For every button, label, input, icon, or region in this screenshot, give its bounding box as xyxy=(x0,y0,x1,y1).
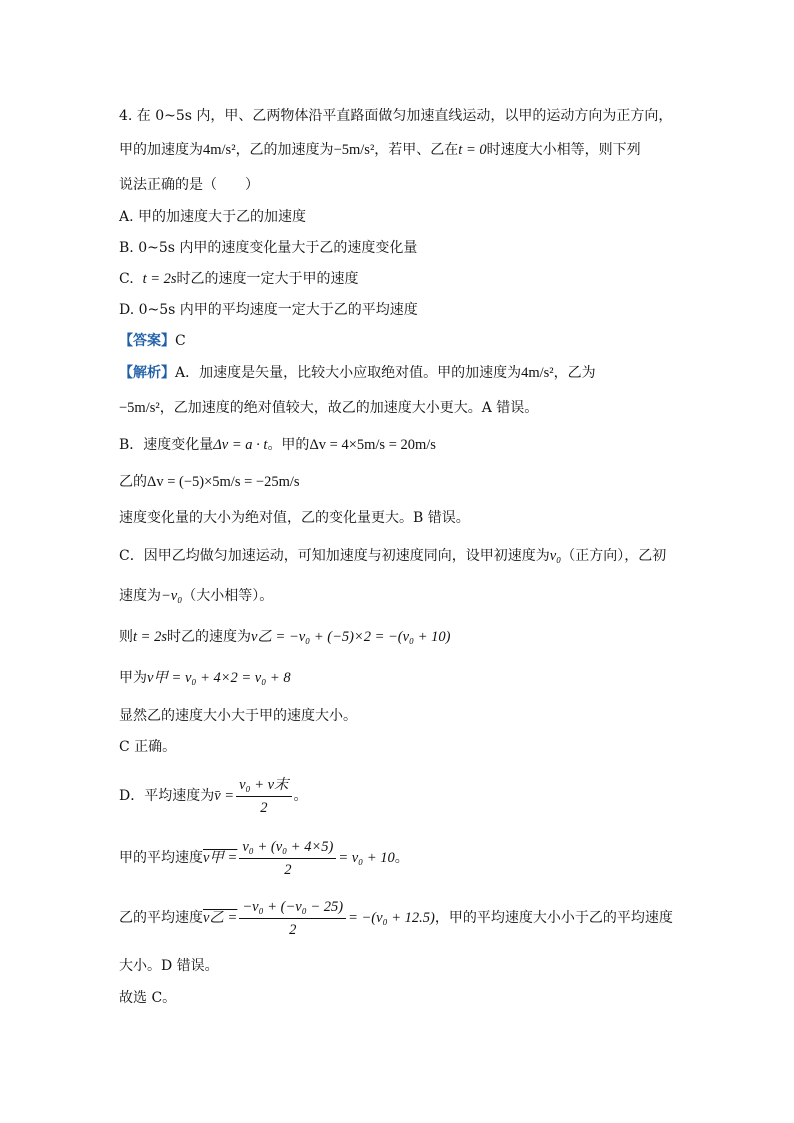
analysis-a-line-2: −5m/s²，乙加速度的绝对值较大，故乙的加速度大小更大。A 错误。 xyxy=(119,400,539,416)
analysis-d-line-3: 乙的平均速度v乙 = $\frac{\text{−v₀ + (−v₀ − 25)}}{2}$ = −(v₀ + 12.5)，甲的平均速度大小小于乙的平均速度 xyxy=(119,898,673,938)
analysis-c-line-3: 则t = 2s时乙的速度为v乙 = −v₀ + (−5)×2 = −(v₀ + 10) xyxy=(119,629,451,645)
acceleration-yi: −5m/s² xyxy=(333,142,375,158)
formula-v-jia-2s: v甲 = v₀ + 4×2 = v₀ + 8 xyxy=(147,670,291,686)
analysis-d-line-4: 大小。D 错误。 xyxy=(119,958,219,974)
fraction-yi-average: $\frac{\text{−v₀ + (−v₀ − 25)}}{2}$ xyxy=(239,898,346,939)
analysis-c-line-6: C 正确。 xyxy=(119,739,177,755)
time-zero: t = 0 xyxy=(458,142,487,158)
fraction-average-velocity: $\frac{\text{v₀ + v末}}{2}$ xyxy=(236,776,291,817)
v-bar-yi: v乙 = xyxy=(203,910,238,926)
formula-delta-v: Δv = a · t xyxy=(213,437,268,453)
option-d: D. 0~5s 内甲的平均速度一定大于乙的平均速度 xyxy=(119,302,418,318)
formula-yi-delta-v: Δv = (−5)×5m/s = −25m/s xyxy=(147,474,300,490)
analysis-c-line-4: 甲为v甲 = v₀ + 4×2 = v₀ + 8 xyxy=(119,670,291,686)
option-a: A. 甲的加速度大于乙的加速度 xyxy=(119,209,307,225)
analysis-b-line-1: B．速度变化量Δv = a · t。甲的Δv = 4×5m/s = 20m/s xyxy=(119,437,436,453)
analysis-tag: 【解析】 xyxy=(119,365,175,381)
option-c: C. t = 2s时乙的速度一定大于甲的速度 xyxy=(119,271,359,287)
v-bar: v̄ = xyxy=(214,788,235,804)
question-line-2: 甲的加速度为4m/s²，乙的加速度为−5m/s²，若甲、乙在t = 0时速度大小相等，则下列 xyxy=(119,142,641,158)
answer-value: C xyxy=(175,333,186,349)
option-b: B. 0~5s 内甲的速度变化量大于乙的速度变化量 xyxy=(119,240,418,256)
analysis-c-line-2: 速度为−v₀（大小相等）。 xyxy=(119,588,274,604)
analysis-b-line-3: 速度变化量的大小为绝对值，乙的变化量更大。B 错误。 xyxy=(119,510,470,526)
analysis-d-line-2: 甲的平均速度v甲 = $\frac{\text{v₀ + (v₀ + 4×5)}}{2}$ = v₀ + 10。 xyxy=(119,838,409,878)
v-bar-jia: v甲 = xyxy=(203,850,238,866)
answer-tag: 【答案】 xyxy=(119,333,175,349)
analysis-c-line-1: C．因甲乙均做匀加速运动，可知加速度与初速度同向，设甲初速度为v₀（正方向），乙初 xyxy=(119,548,667,564)
question-line-1: 4. 在 0~5s 内，甲、乙两物体沿平直路面做匀加速直线运动，以甲的运动方向为正方向， xyxy=(119,108,673,124)
analysis-a-line-1: 【解析】A．加速度是矢量，比较大小应取绝对值。甲的加速度为4m/s²，乙为 xyxy=(119,365,596,381)
formula-jia-delta-v: Δv = 4×5m/s = 20m/s xyxy=(309,437,436,453)
analysis-c-line-5: 显然乙的速度大小大于甲的速度大小。 xyxy=(119,708,357,724)
analysis-d-line-1: D．平均速度为v̄ = $\frac{\text{v₀ + v末}}{2}$ 。 xyxy=(119,776,308,816)
answer-line xyxy=(119,331,734,351)
final-answer: 故选 C。 xyxy=(119,990,177,1006)
formula-v-yi-2s: v乙 = −v₀ + (−5)×2 = −(v₀ + 10) xyxy=(250,629,451,645)
acceleration-jia: 4m/s² xyxy=(203,142,236,158)
question-line-3: 说法正确的是（ ） xyxy=(119,177,259,193)
fraction-jia-average: $\frac{\text{v₀ + (v₀ + 4×5)}}{2}$ xyxy=(239,838,336,879)
analysis-b-line-2: 乙的Δv = (−5)×5m/s = −25m/s xyxy=(119,474,300,490)
